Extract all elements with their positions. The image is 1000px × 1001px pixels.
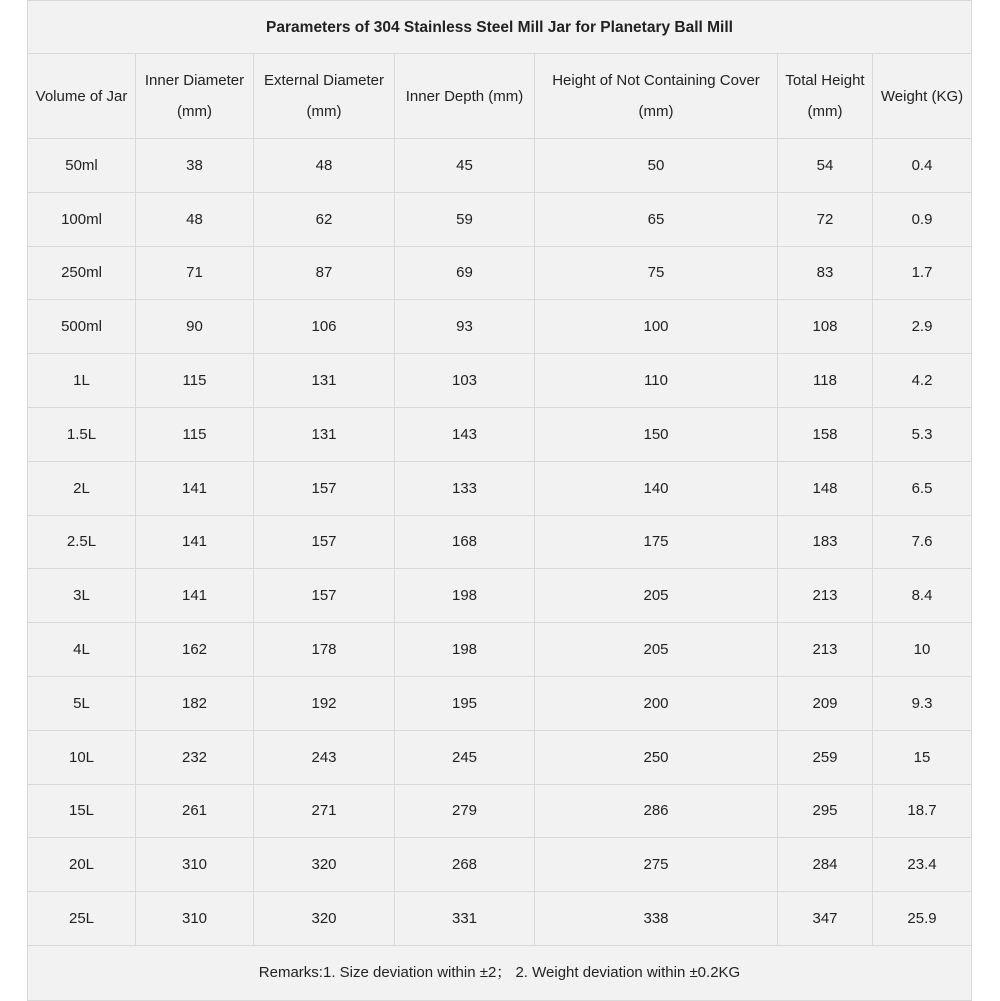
table-cell: 87: [254, 246, 395, 300]
column-header: [254, 54, 395, 139]
table-cell: 141: [136, 515, 254, 569]
table-cell: 205: [535, 569, 778, 623]
table-cell: 286: [535, 784, 778, 838]
column-header-line: Total Height: [785, 72, 865, 89]
table-cell: 331: [395, 892, 535, 946]
table-cell: 5.3: [873, 407, 972, 461]
table-cell: 261: [136, 784, 254, 838]
table-cell: 103: [395, 354, 535, 408]
table-cell: 183: [778, 515, 873, 569]
header-row: [28, 54, 972, 139]
table-cell: 4.2: [873, 354, 972, 408]
table-cell: 115: [136, 407, 254, 461]
table-cell: 131: [254, 354, 395, 408]
column-header-line: Inner Diameter: [144, 72, 245, 89]
table-cell: 148: [778, 461, 873, 515]
table-cell: 150: [535, 407, 778, 461]
table-cell: 250: [535, 730, 778, 784]
table-row: [28, 139, 972, 193]
parameters-table: [27, 0, 972, 1001]
table-cell: 245: [395, 730, 535, 784]
table-cell: 192: [254, 676, 395, 730]
table-row: [28, 300, 972, 354]
table-cell: 20L: [28, 838, 136, 892]
table-cell: 178: [254, 623, 395, 677]
table-cell: 4L: [28, 623, 136, 677]
table-cell: 141: [136, 569, 254, 623]
table-cell: 65: [535, 192, 778, 246]
table-cell: 100: [535, 300, 778, 354]
table-cell: 100ml: [28, 192, 136, 246]
table-cell: 158: [778, 407, 873, 461]
table-cell: 284: [778, 838, 873, 892]
table-row: [28, 461, 972, 515]
table-cell: 50: [535, 139, 778, 193]
table-cell: 2.9: [873, 300, 972, 354]
table-cell: 157: [254, 569, 395, 623]
column-header-line: Inner Depth (mm): [405, 87, 524, 105]
table-cell: 209: [778, 676, 873, 730]
table-cell: 1.5L: [28, 407, 136, 461]
table-cell: 118: [778, 354, 873, 408]
table-cell: 71: [136, 246, 254, 300]
table-cell: 198: [395, 623, 535, 677]
column-header-unit: (mm): [807, 103, 843, 120]
table-cell: 106: [254, 300, 395, 354]
table-title: Parameters of 304 Stainless Steel Mill Jar for Planetary Ball Mill: [28, 1, 972, 54]
table-cell: 115: [136, 354, 254, 408]
column-header-unit: (mm): [638, 103, 674, 120]
table-row: [28, 730, 972, 784]
table-row: [28, 784, 972, 838]
table-cell: 0.9: [873, 192, 972, 246]
table-cell: 250ml: [28, 246, 136, 300]
table-cell: 5L: [28, 676, 136, 730]
table-cell: 195: [395, 676, 535, 730]
table-cell: 48: [254, 139, 395, 193]
table-cell: 3L: [28, 569, 136, 623]
column-header-line: Weight (KG): [880, 87, 964, 105]
table-cell: 205: [535, 623, 778, 677]
table-cell: 162: [136, 623, 254, 677]
table-row: [28, 569, 972, 623]
table-cell: 133: [395, 461, 535, 515]
table-cell: 168: [395, 515, 535, 569]
table-cell: 141: [136, 461, 254, 515]
table-cell: 6.5: [873, 461, 972, 515]
table-cell: 338: [535, 892, 778, 946]
column-header: [535, 54, 778, 139]
column-header-unit: (mm): [306, 103, 342, 120]
table-cell: 0.4: [873, 139, 972, 193]
table-cell: 23.4: [873, 838, 972, 892]
table-cell: 48: [136, 192, 254, 246]
table-cell: 279: [395, 784, 535, 838]
column-header: [395, 54, 535, 139]
table-cell: 38: [136, 139, 254, 193]
table-cell: 110: [535, 354, 778, 408]
table-cell: 93: [395, 300, 535, 354]
table-cell: 213: [778, 569, 873, 623]
table-cell: 69: [395, 246, 535, 300]
table-cell: 232: [136, 730, 254, 784]
table-cell: 15: [873, 730, 972, 784]
table-cell: 295: [778, 784, 873, 838]
table-cell: 243: [254, 730, 395, 784]
table-cell: 347: [778, 892, 873, 946]
table-cell: 7.6: [873, 515, 972, 569]
table-row: [28, 192, 972, 246]
table-cell: 108: [778, 300, 873, 354]
table-cell: 25.9: [873, 892, 972, 946]
table-cell: 72: [778, 192, 873, 246]
table-cell: 320: [254, 892, 395, 946]
table-cell: 200: [535, 676, 778, 730]
table-cell: 45: [395, 139, 535, 193]
table-row: [28, 892, 972, 946]
table-cell: 157: [254, 461, 395, 515]
column-header-line: Volume of Jar: [35, 87, 128, 105]
table-row: [28, 515, 972, 569]
table-cell: 500ml: [28, 300, 136, 354]
table-cell: 182: [136, 676, 254, 730]
table-cell: 75: [535, 246, 778, 300]
table-cell: 268: [395, 838, 535, 892]
table-cell: 259: [778, 730, 873, 784]
table-cell: 25L: [28, 892, 136, 946]
column-header: [873, 54, 972, 139]
table-cell: 1.7: [873, 246, 972, 300]
table-cell: 320: [254, 838, 395, 892]
column-header-line: External Diameter: [263, 72, 385, 89]
table-cell: 50ml: [28, 139, 136, 193]
table-cell: 1L: [28, 354, 136, 408]
column-header-unit: (mm): [177, 103, 212, 120]
table-row: [28, 354, 972, 408]
table-cell: 15L: [28, 784, 136, 838]
table-cell: 2L: [28, 461, 136, 515]
table-cell: 157: [254, 515, 395, 569]
table-cell: 271: [254, 784, 395, 838]
table-cell: 140: [535, 461, 778, 515]
table-row: [28, 676, 972, 730]
table-cell: 18.7: [873, 784, 972, 838]
table-row: [28, 246, 972, 300]
column-header: [136, 54, 254, 139]
table-row: [28, 838, 972, 892]
table-cell: 275: [535, 838, 778, 892]
table-cell: 59: [395, 192, 535, 246]
column-header: [778, 54, 873, 139]
table-cell: 213: [778, 623, 873, 677]
table-cell: 2.5L: [28, 515, 136, 569]
table-cell: 131: [254, 407, 395, 461]
column-header-line: Height of Not Containing Cover: [552, 72, 760, 89]
table-row: [28, 623, 972, 677]
table-row: [28, 407, 972, 461]
table-cell: 10: [873, 623, 972, 677]
table-cell: 83: [778, 246, 873, 300]
table-cell: 62: [254, 192, 395, 246]
table-cell: 198: [395, 569, 535, 623]
table-cell: 8.4: [873, 569, 972, 623]
remarks-text: Remarks:1. Size deviation within ±2； 2. Weight deviation within ±0.2KG: [28, 945, 972, 1000]
table-cell: 310: [136, 838, 254, 892]
table-cell: 310: [136, 892, 254, 946]
table-cell: 90: [136, 300, 254, 354]
table-cell: 143: [395, 407, 535, 461]
table-cell: 54: [778, 139, 873, 193]
table-cell: 9.3: [873, 676, 972, 730]
table-cell: 175: [535, 515, 778, 569]
table-cell: 10L: [28, 730, 136, 784]
column-header: [28, 54, 136, 139]
